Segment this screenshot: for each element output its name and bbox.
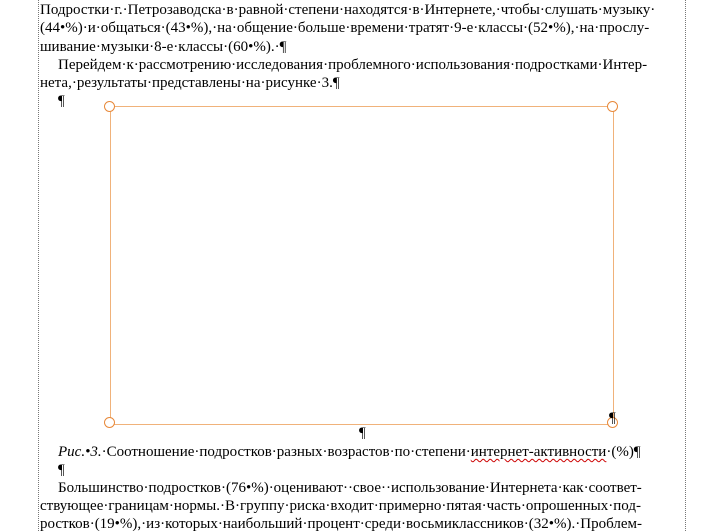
caption-spellcheck-word: интернет-активности (470, 444, 607, 460)
paragraph-line-text: (44•%)·и·общаться·(43•%),·на·общение·больше·времени·тратят·9-е·классы·(52•%),·на·прослу- (40, 20, 650, 36)
frame-paragraph-mark: ¶ (609, 410, 616, 426)
empty-paragraph-mark: ¶ (58, 462, 65, 478)
resize-handle-top-left[interactable] (104, 101, 115, 112)
caption-label: Рис.•3. (58, 444, 102, 460)
resize-handle-top-right[interactable] (607, 101, 618, 112)
resize-handle-bottom-left[interactable] (104, 417, 115, 428)
paragraph-line: Подростки·г.·Петрозаводска·в·равной·степени·находятся·в·Интернете,·чтобы·слушать·музыку· (40, 2, 656, 18)
left-margin-guide (38, 0, 39, 531)
paragraph-line (40, 18, 683, 38)
paragraph-line: Перейдем·к·рассмотрению·исследования·проблемного·использования·подростками·Интер- (58, 57, 648, 73)
figure-paragraph-mark: ¶ (359, 425, 366, 441)
caption-text: ·Соотношение·подростков·разных·возрастов·по·степени· (101, 444, 471, 460)
empty-paragraph-mark: ¶ (58, 93, 65, 109)
paragraph-line: шивание·музыки·8-е·классы·(60•%).·¶ (40, 39, 287, 55)
figure-placeholder-frame[interactable] (110, 106, 614, 425)
paragraph-line: Большинство·подростков·(76•%)·оценивают··свое··использование·Интернета·как·соответ- (58, 480, 642, 496)
right-margin-guide (685, 0, 686, 531)
paragraph-line: ствующее·границам·нормы.·В·группу·риска·входит·примерно·пятая·часть·опрошенных·под- (40, 498, 641, 514)
paragraph-line: нета,·результаты·представлены·на·рисунке·3.¶ (40, 75, 340, 91)
figure-caption (58, 442, 641, 462)
caption-tail: ·(%)¶ (606, 444, 641, 460)
paragraph-line: ростков·(19•%),·из·которых·наибольший·процент·среди·восьмиклассников·(32•%).·Проблем- (40, 516, 642, 531)
